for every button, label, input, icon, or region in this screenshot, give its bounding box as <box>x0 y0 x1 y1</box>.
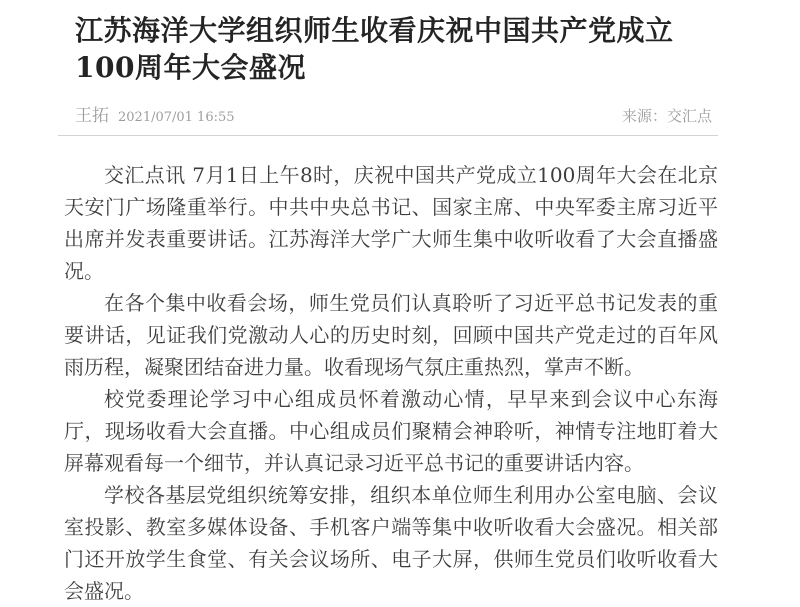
header-divider <box>58 135 718 136</box>
article-paragraph: 校党委理论学习中心组成员怀着激动心情，早早来到会议中心东海厅，现场收看大会直播。中心组成员们聚精会神聆听，神情专注地盯着大屏幕观看每一个细节，并认真记录习近平总书记的重要讲话内容。 <box>64 387 718 475</box>
article-title: 江苏海洋大学组织师生收看庆祝中国共产党成立100周年大会盛况 <box>75 14 674 84</box>
article-paragraph: 学校各基层党组织统筹安排，组织本单位师生利用办公室电脑、会议室投影、教室多媒体设备、手机客户端等集中收听收看大会盛况。相关部门还开放学生食堂、有关会议场所、电子大屏，供师生党员们收听收看大会盛况。 <box>64 483 718 603</box>
article-body <box>58 159 718 607</box>
article-paragraph: 在各个集中收看会场，师生党员们认真聆听了习近平总书记发表的重要讲话，见证我们党激动人心的历史时刻，回顾中国共产党走过的百年风雨历程，凝聚团结奋进力量。收看现场气氛庄重热烈，掌声不断。 <box>64 291 718 379</box>
article-header <box>58 0 718 126</box>
publish-timestamp: 2021/07/01 16:55 <box>118 110 235 125</box>
source-label: 来源：交汇点 <box>621 107 712 125</box>
byline <box>75 101 712 126</box>
article-paragraph: 交汇点讯 7月1日上午8时，庆祝中国共产党成立100周年大会在北京天安门广场隆重举行。中共中央总书记、国家主席、中央军委主席习近平出席并发表重要讲话。江苏海洋大学广大师生集中收听收看了大会直播盛况。 <box>64 163 718 283</box>
article-page <box>58 0 718 607</box>
author-name: 王拓 <box>75 106 109 126</box>
